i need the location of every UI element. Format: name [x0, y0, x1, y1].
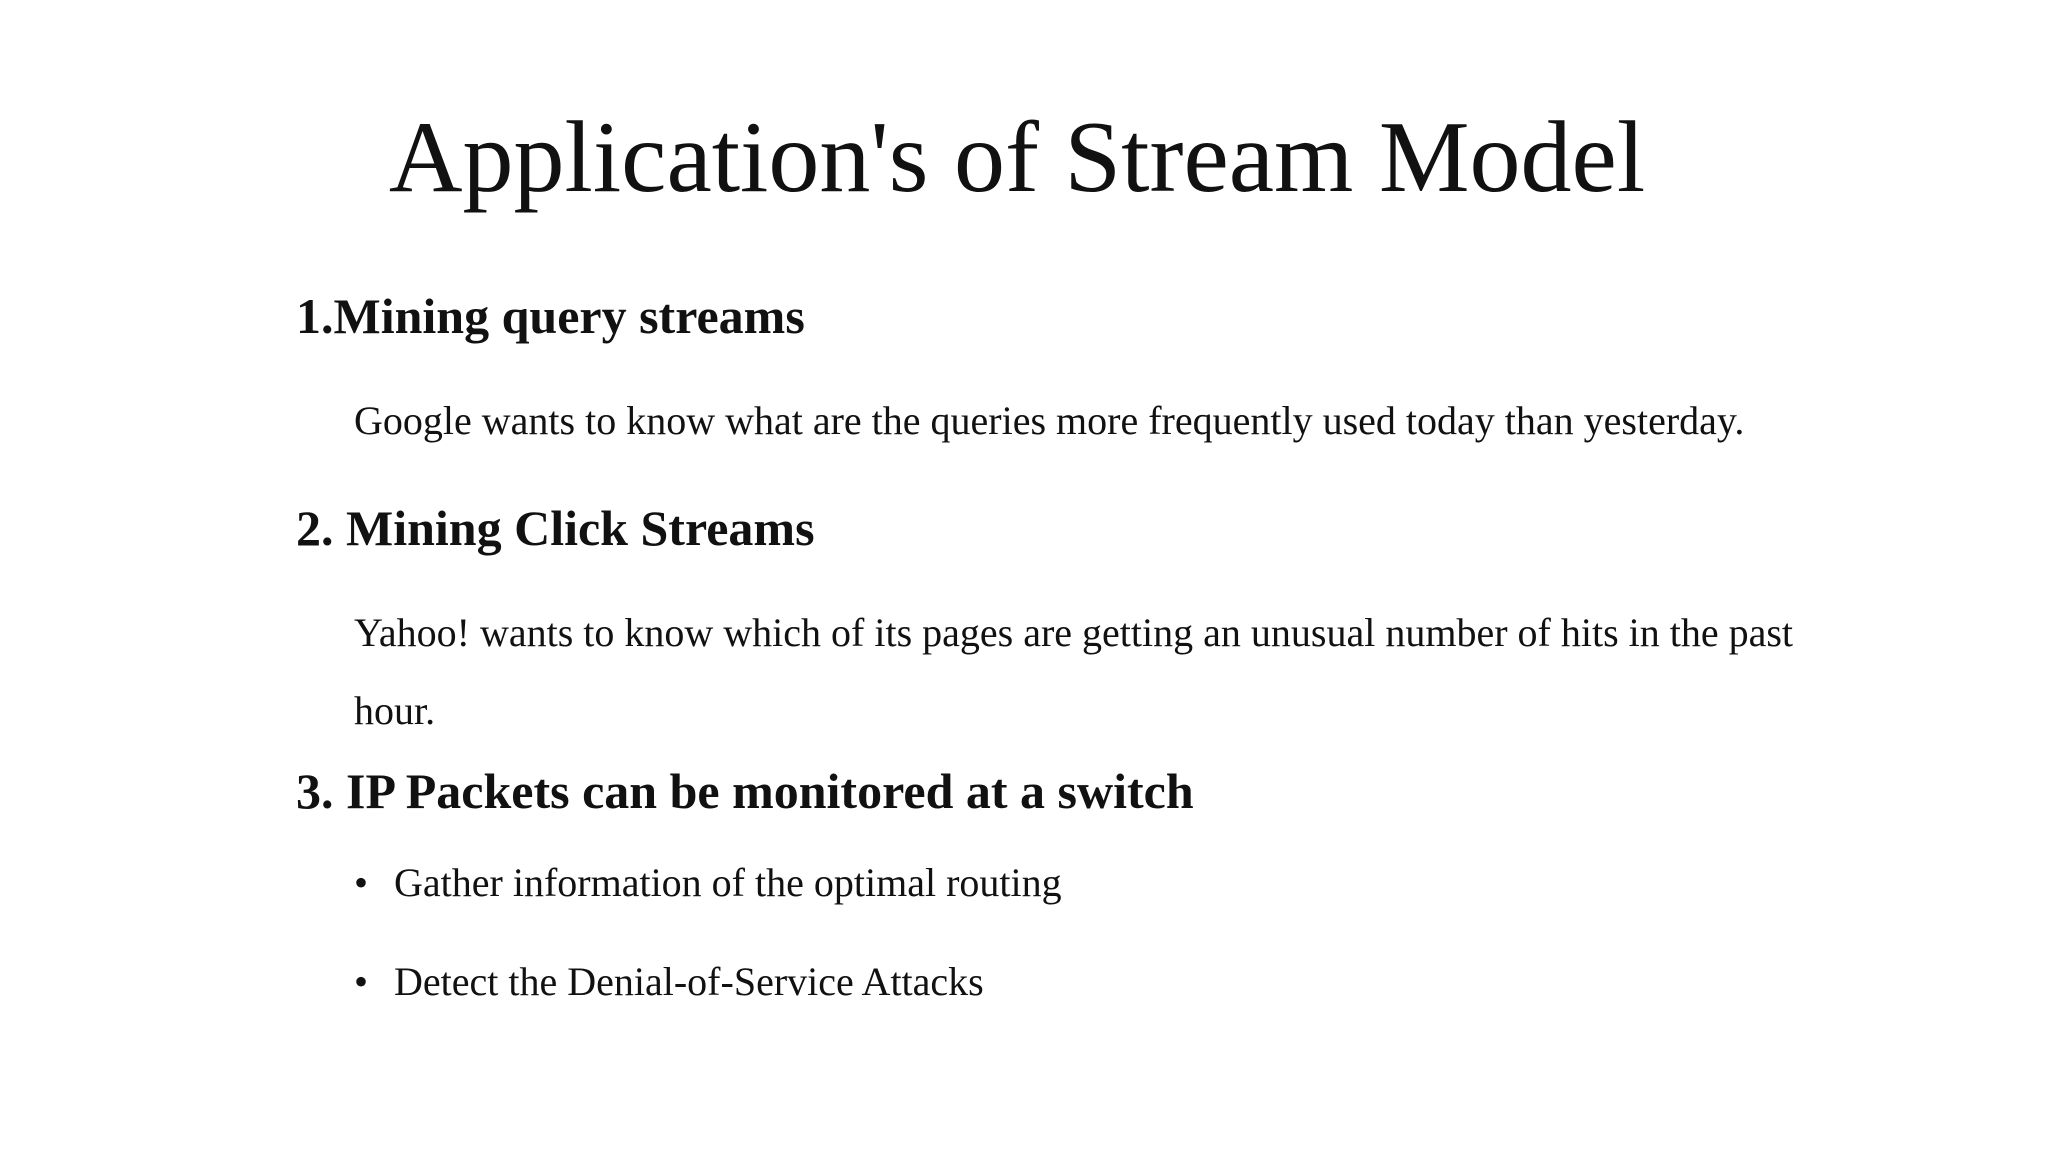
- bullet-text: Detect the Denial-of-Service Attacks: [394, 959, 984, 1004]
- section-body-1: Google wants to know what are the queries more frequently used today than yesterday.: [354, 398, 1745, 443]
- slide-title-text: Application's of Stream Model: [388, 101, 1646, 214]
- bullet-item: [354, 858, 1062, 908]
- bullet-text: Gather information of the optimal routing: [394, 860, 1062, 905]
- section-heading-2: 2. Mining Click Streams: [296, 500, 815, 556]
- section-heading-1: 1.Mining query streams: [296, 288, 805, 344]
- section-body-2-line-2: hour.: [354, 688, 436, 733]
- bullet-icon: •: [354, 860, 369, 905]
- bullet-icon: •: [354, 959, 369, 1004]
- section-body-2-line-1: Yahoo! wants to know which of its pages are getting an unusual number of hits in the past: [354, 610, 1794, 655]
- bullet-item: [354, 957, 984, 1007]
- section-heading-3: 3. IP Packets can be monitored at a switch: [296, 763, 1194, 819]
- slide-title: [0, 98, 2048, 218]
